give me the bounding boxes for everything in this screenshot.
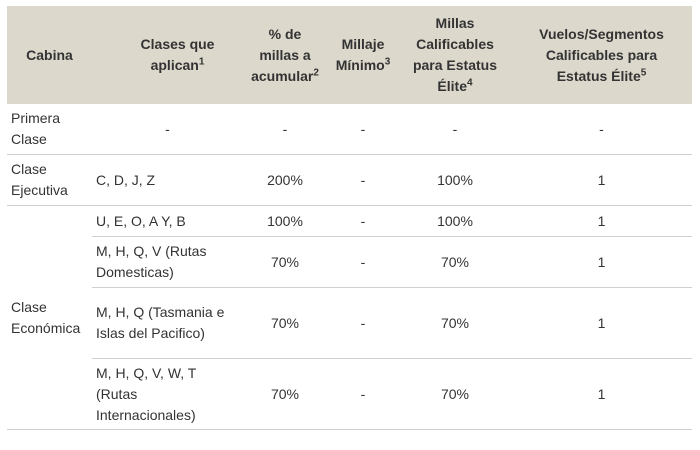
footnote-4: 4 <box>467 77 473 89</box>
cell-vuelos: 1 <box>511 359 692 430</box>
header-cabina: Cabina <box>7 6 92 104</box>
footnote-3: 3 <box>384 56 391 68</box>
cell-porcentaje: - <box>243 104 327 155</box>
cell-porcentaje: 70% <box>243 237 327 288</box>
header-porcentaje: % de millas a acumular$^2$ <box>243 6 327 104</box>
cell-porcentaje: 200% <box>243 155 327 206</box>
cell-millaje: - <box>327 104 399 155</box>
table-row <box>7 104 692 155</box>
footnote-2: 2 <box>313 66 319 78</box>
cell-clases: - <box>92 104 243 155</box>
header-vuelos: Vuelos/Segmentos Calificables para Estatus Élite$^5$ <box>511 6 692 104</box>
cell-porcentaje: 100% <box>243 206 327 237</box>
cell-vuelos: 1 <box>511 237 692 288</box>
footnote-5: 5 <box>640 66 647 78</box>
header-clases: Clases que aplican$^1$ <box>92 6 243 104</box>
cell-cabina: Clase Económica <box>7 206 92 430</box>
cell-millas-calificables: 70% <box>399 288 511 359</box>
table-row <box>7 206 692 237</box>
cell-clases: M, H, Q (Tasmania e Islas del Pacifico) <box>92 288 243 359</box>
header-row <box>7 6 692 104</box>
cell-vuelos: 1 <box>511 288 692 359</box>
cell-millaje: - <box>327 237 399 288</box>
cell-vuelos: - <box>511 104 692 155</box>
cell-millas-calificables: 100% <box>399 206 511 237</box>
miles-table <box>7 6 692 430</box>
cell-millas-calificables: 70% <box>399 237 511 288</box>
cell-millaje: - <box>327 155 399 206</box>
header-millaje: Millaje Mínimo$^3$ <box>327 6 399 104</box>
cell-vuelos: 1 <box>511 206 692 237</box>
table-row <box>7 359 692 430</box>
cell-millas-calificables: 100% <box>399 155 511 206</box>
cell-cabina: Primera Clase <box>7 104 92 155</box>
table-row <box>7 288 692 359</box>
cell-millaje: - <box>327 206 399 237</box>
cell-clases: M, H, Q, V, W, T (Rutas Internacionales) <box>92 359 243 430</box>
cell-millaje: - <box>327 359 399 430</box>
cell-millaje: - <box>327 288 399 359</box>
table-row <box>7 155 692 206</box>
cell-vuelos: 1 <box>511 155 692 206</box>
cell-millas-calificables: - <box>399 104 511 155</box>
cell-millas-calificables: 70% <box>399 359 511 430</box>
cell-clases: U, E, O, A Y, B <box>92 206 243 237</box>
cell-clases: M, H, Q, V (Rutas Domesticas) <box>92 237 243 288</box>
table-row <box>7 237 692 288</box>
cell-porcentaje: 70% <box>243 359 327 430</box>
cell-porcentaje: 70% <box>243 288 327 359</box>
header-millas-calificables: Millas Calificables para Estatus Élite$^4$ <box>399 6 511 104</box>
table-header <box>7 6 692 104</box>
cell-cabina: Clase Ejecutiva <box>7 155 92 206</box>
footnote-1: 1 <box>198 56 205 68</box>
table-body <box>7 104 692 430</box>
cell-clases: C, D, J, Z <box>92 155 243 206</box>
